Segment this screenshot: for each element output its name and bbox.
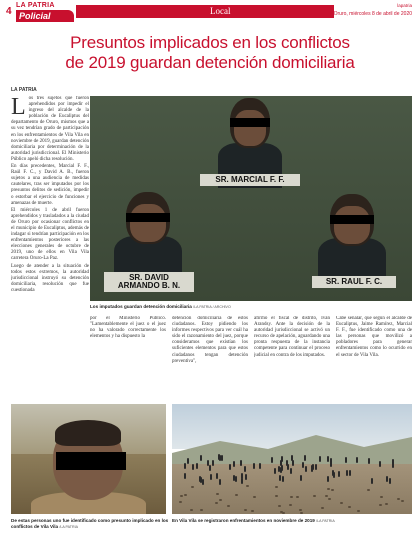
crowd-person [371,478,373,484]
crowd-person [311,466,313,472]
road-rock [357,510,360,512]
road-rock [282,512,285,514]
crowd-person [291,455,293,461]
crowd-person [233,461,235,467]
header-info [334,3,412,17]
article-column-2: por el Ministerio Público. "Lamentablemente el juez o el juez no ha valorado correctamente los elementos y ha dispuesto la [90,316,166,340]
page-number: 4 [6,6,12,17]
article-column-1 [11,96,89,314]
byline: LA PATRIA [11,87,37,93]
page-header [0,0,420,32]
article-column-4: afirmó el fiscal de distrito, Iván Arandsy. Ante la decisión de la autoridad jurisdiccional se activó un recurso de apelación, aguardando una pronta respuesta de la instancia competente para continuar el proceso judicial en contra de los imputados. [254,316,330,358]
crowd-person [327,456,329,462]
nameplate-david-line-1: SR. DAVID [129,273,169,282]
crowd-person [271,457,273,463]
road-rock [313,495,316,497]
crowd-person [338,471,340,477]
censor-bar [230,118,270,127]
road-rock [278,505,281,507]
crowd-person [315,464,317,470]
suspect-photo-caption [11,518,171,530]
person-face [234,110,266,146]
crowd-person [202,479,204,485]
road-rock [367,489,370,491]
nameplate-david-line-2: ARMANDO B. N. [117,281,181,290]
crowd-person [253,463,255,469]
crowd-person [300,475,302,481]
crowd-person [379,461,381,467]
crowd-person [274,468,276,474]
road-rock [328,498,331,500]
crowd-person [368,458,370,464]
paragraph: En días precedentes, Marcial F. F., Raúl F. C., y David A. B., fueron sujetos a una audiencia de medidas cautelares, tras ser imputados por los presuntos delitos de sedición, impedir o estorbar el ejercicio de funciones y amenazas de muerte. [11,164,89,206]
crowd-person [235,476,237,482]
crowd-person [221,455,223,461]
road-rock [385,503,388,505]
crowd-person [244,466,246,472]
section-label: Local [210,6,231,16]
road-rock [401,500,404,502]
paragraph: os tres sujetos que fueron aprehendidos por impedir el ingreso del alcalde de la población de Eucaliptus del departamento de Oruro, mismos que a su vez tendrían grado de participación en los enfrentamientos de Vila Vila en noviembre de 2019, guardan detención domiciliaria por determinación de la autoridad jurisdiccional. El Ministerio Público apeló dicha resolución. [11,96,89,162]
caption-text: En Vila Vila se registraron enfrentamientos en noviembre de 2019 [172,518,315,523]
crowd-person [210,474,212,480]
road-rock [296,496,299,498]
article-headline [0,33,420,73]
road-rock [190,509,193,511]
road-rock [331,489,334,491]
person-raul [312,188,392,288]
road-rock [179,501,182,503]
crowd-person [279,475,281,481]
censor-bar [126,213,170,222]
crowd-person [184,473,186,479]
crowd-person [356,457,358,463]
road-rock [275,495,278,497]
dropcap: L [11,96,26,120]
road-rock [300,512,303,514]
caption-text: De estas personas uno fue identificado como presunto implicado en los conflictos de Vila Vila [11,518,169,529]
person-david [108,186,188,286]
crowd-person [216,473,218,479]
nameplate-david [104,272,194,292]
crowd-person [281,465,283,471]
person-marcial [210,98,290,183]
road-rock [235,494,238,496]
crowd-person [200,455,202,461]
crowd-person [327,476,329,482]
road-rock [216,493,219,495]
crowd-person [196,463,198,469]
headline-line-2: de 2019 guardan detención domiciliaria [65,53,355,72]
crowd-person [330,461,332,467]
crowd-person [281,456,283,462]
crowd-person [212,460,214,466]
article-column-3: detención domiciliaria de estos ciudadanos. Estoy pidiendo los informes respectivos para ver cuál ha sido el razonamiento del juez, porque consideramos que existían los suficientes elementos para que estos ciudadanos tengan detención preventiva", [172,316,248,364]
person-face [130,204,166,242]
headline-line-1: Presuntos implicados en los conflictos [70,33,350,52]
confrontation-photo-caption [172,518,412,523]
crowd-person [389,478,391,484]
censor-bar [330,215,374,224]
person-hair [55,420,121,446]
main-photo [90,96,412,301]
newspaper-logo [16,2,74,22]
caption-text: Los imputados guardan detención domiciliaria [90,304,192,309]
brand-name: LA PATRIA [16,2,55,9]
crowd-person [287,464,289,470]
paragraph: Luego de atender a la situación de todos estos extremos, la autoridad jurisdiccional instruyó su detención domiciliaria, resolución que fue cuestionada [11,263,89,293]
road-rock [227,505,230,507]
suspect-photo [11,404,166,514]
photo-road [172,464,412,514]
header-date: Oruro, miércoles 8 de abril de 2020 [333,11,412,17]
road-rock [219,499,222,501]
road-rock [253,496,256,498]
person-face [334,206,370,244]
crowd-person [290,468,292,474]
crowd-person [333,472,335,478]
crowd-person [241,478,243,484]
nameplate-marcial: SR. MARCIAL F. F. [200,174,300,186]
crowd-person [184,463,186,469]
crowd-person [245,474,247,480]
crowd-person [319,456,321,462]
paragraph: El miércoles 1 de abril fueron aprehendidos y trasladados a la ciudad de Oruro por ocasionar conflictos en el municipio de Eucaliptus, además de indagar si tendrían participación en los enfrentamientos posteriores a las elecciones generales de octubre de 2019, uno de ellos en Vila Vila carretera Oruro-La Paz. [11,207,89,262]
crowd-person [386,476,388,482]
crowd-person [209,465,211,471]
road-rock [246,485,249,487]
crowd-person [349,470,351,476]
article-column-5: Cabe señalar, que según el alcalde de Eucaliptus, Jaime Ramírez, Marcial F. F., fue identificado como una de las personas que movilizó a pobladores para generar enfrentamientos como lo ocurrido en el sector de Vila Vila. [336,316,412,358]
photo-credit: /LA PATRIA / ARCHIVO [193,305,231,309]
header-site: lapatria [397,3,412,8]
section-bar [76,5,334,18]
crowd-person [392,462,394,468]
road-rock [289,504,292,506]
censor-bar [56,452,126,470]
brand-section: Policial [16,10,74,22]
confrontation-photo [172,404,412,514]
road-rock [180,495,183,497]
main-photo-caption [90,304,231,309]
nameplate-raul: SR. RAUL F. C. [312,276,396,288]
crowd-person [304,455,306,461]
photo-credit: /LA PATRIA [59,525,78,529]
crowd-person [233,475,235,481]
crowd-person [218,454,220,460]
crowd-person [240,460,242,466]
road-rock [380,496,383,498]
photo-credit: /LA PATRIA [316,519,335,523]
